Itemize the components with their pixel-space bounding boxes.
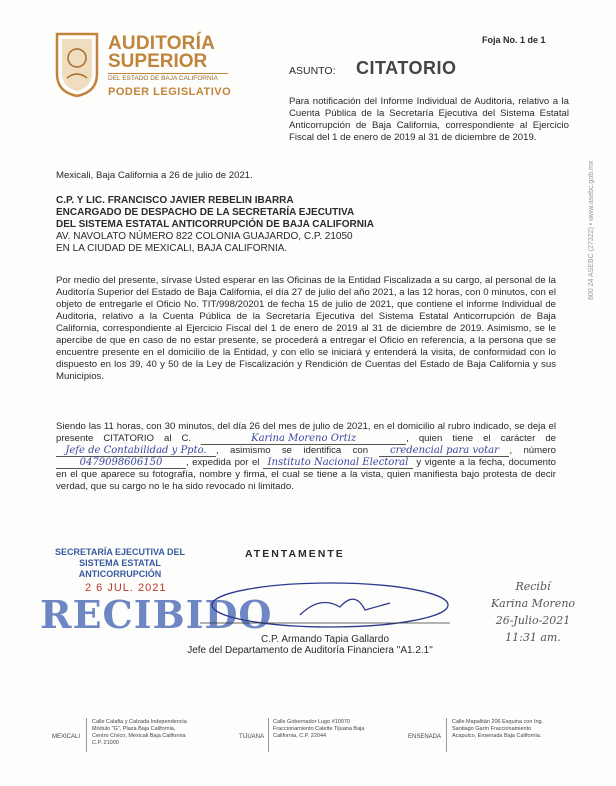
signer-role: Jefe del Departamento de Auditoría Financiera "A1.2.1" [187, 645, 433, 656]
footer-divider [86, 718, 87, 752]
seal-icon [52, 30, 102, 98]
logo-text-estado: DEL ESTADO DE BAJA CALIFORNIA [108, 73, 228, 82]
body2-text-4: , número [509, 445, 556, 456]
signer-name: C.P. Armando Tapia Gallardo [260, 634, 390, 645]
stamp-recibido: RECIBIDO [40, 592, 273, 637]
page-number: Foja No. 1 de 1 [482, 35, 546, 45]
handwritten-name: Karina Moreno Ortiz [201, 433, 406, 445]
recipient-name: C.P. Y LIC. FRANCISCO JAVIER REBELIN IBARRA [56, 195, 294, 206]
receipt-line-2: Karina Moreno [490, 597, 576, 610]
logo-text-poder: PODER LEGISLATIVO [108, 86, 232, 98]
handwritten-cargo: Jefe de Contabilidad y Ppto. [56, 445, 216, 457]
recipient-title: ENCARGADO DE DESPACHO DE LA SECRETARÍA EJECUTIVA [56, 207, 355, 218]
recipient-city: EN LA CIUDAD DE MEXICALI, BAJA CALIFORNIA. [56, 243, 288, 254]
body2-text-2: , quien tiene el carácter de [406, 433, 556, 444]
receipt-line-1: Recibí [515, 580, 551, 593]
side-contact-text: 800 24 ASEBC (27322) • www.asebc.gob.mx [588, 160, 595, 300]
handwritten-expedida: Instituto Nacional Electoral [263, 457, 413, 469]
logo-text-auditoria: AUDITORÍA [108, 33, 216, 54]
asunto-label: ASUNTO: [289, 65, 336, 77]
footer-divider [446, 718, 447, 752]
body2-text-3: , asimismo se identifica con [216, 445, 369, 456]
footer-city-mexicali: MEXICALI [52, 734, 81, 740]
receipt-line-3: 26-Julio-2021 [495, 614, 571, 627]
logo-text-superior: SUPERIOR [108, 51, 208, 72]
handwritten-ident: credencial para votar [379, 445, 509, 457]
closing: ATENTAMENTE [245, 548, 345, 560]
handwritten-receipt [478, 578, 588, 646]
footer-divider [268, 718, 269, 752]
recipient-block [56, 195, 374, 255]
signature-icon [190, 575, 460, 635]
date-line: Mexicali, Baja California a 26 de julio de 2021. [56, 170, 253, 181]
body2-text-6: y vigente a la fecha, documento en el que aparece su fotografía, nombre y firma, el cual se tiene a la vista, quien manifiesta bajo protesta de decir verdad, que su cargo no le ha sido revocado ni limitado. [56, 457, 557, 492]
footer-address-mexicali: Calle Calafia y Calzada Independencia Módulo "G", Plaza Baja California, Centro Cívico, Mexicali Baja California C.P. 21000 [92, 719, 187, 746]
footer-city-tijuana: TIJUANA [239, 734, 265, 740]
receipt-line-4: 11:31 am. [505, 631, 561, 644]
footer-address-tijuana: Calle Gobernador Lugo #10070 Fraccionamiento Calette Tijuana Baja California, C.P. 22044 [273, 719, 365, 739]
footer-city-ensenada: ENSENADA [408, 734, 442, 740]
stamp-date: 2 6 JUL. 2021 [85, 582, 167, 594]
recipient-entity: DEL SISTEMA ESTATAL ANTICORRUPCIÓN DE BAJA CALIFORNIA [56, 219, 374, 230]
handwritten-numero: 0479098606150 [56, 457, 186, 469]
purpose-paragraph: Para notificación del Informe Individual de Auditoria, relativo a la Cuenta Pública de la Secretaría Ejecutiva del Sistema Estatal Anticorrupción de Baja California, correspondiente al Ejercicio Fiscal del 1 de enero de 2019 al 31 de diciembre de 2019. [289, 96, 569, 143]
body-paragraph-2 [56, 421, 556, 493]
recipient-address: AV. NAVOLATO NÚMERO 822 COLONIA GUAJARDO, C.P. 21050 [56, 231, 353, 242]
body2-text-1: Siendo las 11 horas, con 30 minutos, del día 26 del mes de julio de 2021, en el domicilio al rubro indicado, se deja el presente CITATORIO al C. [56, 421, 556, 444]
body-paragraph-1: Por medio del presente, sírvase Usted esperar en las Oficinas de la Entidad Fiscalizada a su cargo, al personal de la Auditoría Superior del Estado de Baja California, el día 27 de julio del año 2021, a las 12 horas, con 0 minutos, con el objeto de entregarle el Oficio No. TIT/998/20201 de fecha 15 de julio de 2021, que contiene el informe Individual de Auditoria, relativo a la Cuenta Pública de la Secretaría Ejecutiva del Sistema Estatal Anticorrupción de Baja California, correspondiente al Ejercicio Fiscal del 1 de enero de 2019 al 31 de diciembre de 2019. Asimismo, se le apercibe de que en caso de no estar presente, se procederá a entregar el Oficio en referencia, a la persona que se encuentre presente en el domicilio de la Entidad, y con ello se iniciará y entenderá la visita, de conformidad con lo dispuesto en los 39, 40 y 50 de la Ley de Fiscalización y Rendición de Cuentas del Estado de Baja California y sus Municipios. [56, 275, 556, 382]
body2-text-5: , expedida por el [186, 457, 260, 468]
stamp-title: SECRETARÍA EJECUTIVA DEL SISTEMA ESTATAL ANTICORRUPCIÓN [54, 547, 185, 579]
footer-address-ensenada: Calle Mapalitán 206 Esquina con Ing. Santiago Garín Fraccionamiento Acapulco, Ensenada Baja California. [452, 719, 544, 739]
asunto-value: CITATORIO [356, 58, 457, 78]
